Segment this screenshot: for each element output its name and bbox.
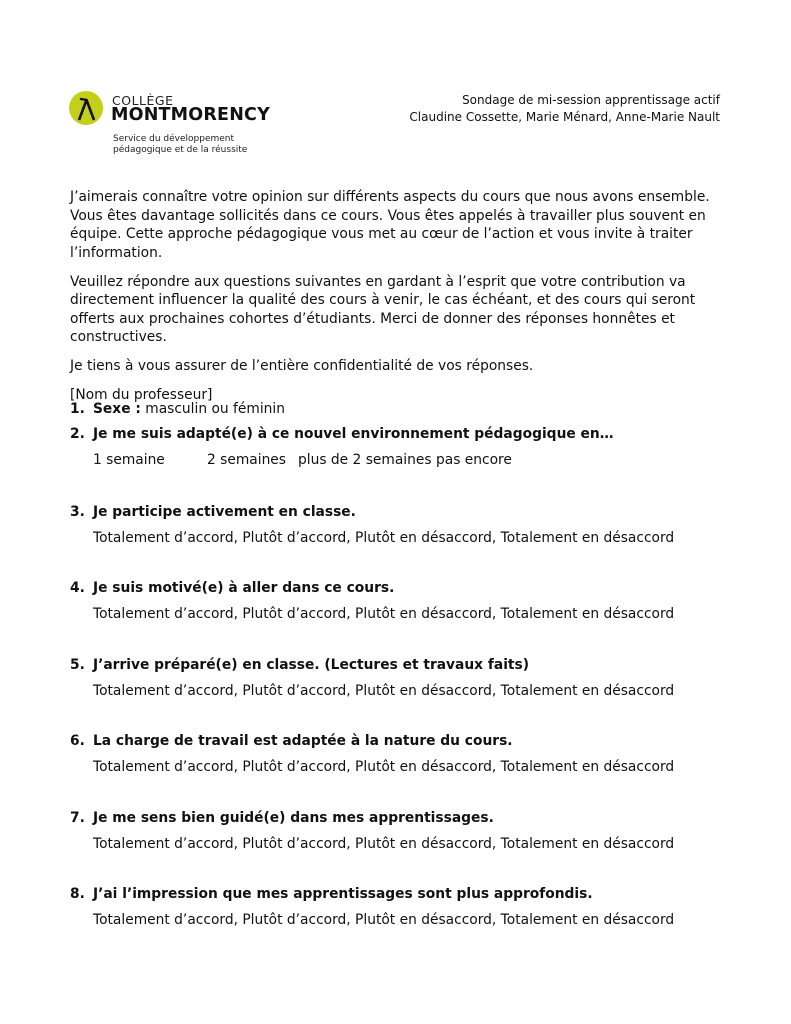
intro-paragraph-1: J’aimerais connaître votre opinion sur différents aspects du cours que nous avons ensemble. Vous êtes davantage sollicités dans ce cours. Vous êtes appelés à travailler plus souvent en équipe. Cette approche pédagogique vous met au cœur de l’action et vous invite à traiter l’information. bbox=[70, 189, 710, 261]
survey-authors: Claudine Cossette, Marie Ménard, Anne-Marie Nault bbox=[409, 109, 720, 124]
question-label: J’ai l’impression que mes apprentissages sont plus approfondis. bbox=[93, 886, 593, 902]
question-label: Je suis motivé(e) à aller dans ce cours. bbox=[93, 580, 395, 596]
intro-paragraph-3: Je tiens à vous assurer de l’entière confidentialité de vos réponses. bbox=[70, 358, 534, 374]
document-header bbox=[409, 92, 720, 125]
answer-scale: Totalement d’accord, Plutôt d’accord, Plutôt en désaccord, Totalement en désaccord bbox=[93, 912, 675, 928]
question-6 bbox=[70, 732, 720, 776]
option-more-than-2-weeks: plus de 2 semaines bbox=[298, 452, 432, 468]
question-number: 2. bbox=[70, 426, 85, 442]
question-1 bbox=[70, 400, 720, 418]
question-4 bbox=[70, 579, 720, 623]
question-label: La charge de travail est adaptée à la nature du cours. bbox=[93, 733, 513, 749]
question-8 bbox=[70, 885, 720, 929]
question-number: 1. bbox=[70, 401, 85, 417]
answer-scale: Totalement d’accord, Plutôt d’accord, Plutôt en désaccord, Totalement en désaccord bbox=[93, 836, 675, 852]
montmorency-logo-icon bbox=[68, 90, 104, 126]
question-2 bbox=[70, 425, 720, 469]
logo-service-text bbox=[113, 134, 313, 156]
logo-service-line-1: Service du développement bbox=[113, 134, 235, 144]
question-number: 3. bbox=[70, 504, 85, 520]
question-number: 4. bbox=[70, 580, 85, 596]
option-2-weeks: 2 semaines bbox=[207, 452, 286, 468]
college-logo bbox=[68, 90, 298, 160]
question-number: 7. bbox=[70, 810, 85, 826]
question-3 bbox=[70, 503, 720, 547]
question-label: Je me sens bien guidé(e) dans mes apprentissages. bbox=[93, 810, 494, 826]
intro-paragraph-2: Veuillez répondre aux questions suivantes en gardant à l’esprit que votre contribution va directement influencer la qualité des cours à venir, le cas échéant, et des cours qui seront offerts aux prochaines cohortes d’étudiants. Merci de donner des réponses honnêtes et constructives. bbox=[70, 273, 696, 345]
question-label: Je me suis adapté(e) à ce nouvel environnement pédagogique en… bbox=[93, 426, 614, 442]
intro-section bbox=[70, 188, 725, 415]
question-number: 8. bbox=[70, 886, 85, 902]
option-1-week: 1 semaine bbox=[93, 452, 165, 468]
answer-scale: Totalement d’accord, Plutôt d’accord, Plutôt en désaccord, Totalement en désaccord bbox=[93, 606, 675, 622]
option-not-yet: pas encore bbox=[436, 452, 512, 468]
logo-service-line-2: pédagogique et de la réussite bbox=[113, 145, 248, 155]
question-label: J’arrive préparé(e) en classe. (Lectures et travaux faits) bbox=[93, 657, 530, 673]
question-7 bbox=[70, 809, 720, 853]
survey-title: Sondage de mi-session apprentissage actif bbox=[462, 93, 720, 107]
question-answer: masculin ou féminin bbox=[140, 401, 285, 417]
answer-scale: Totalement d’accord, Plutôt d’accord, Plutôt en désaccord, Totalement en désaccord bbox=[93, 530, 675, 546]
logo-college-text: COLLÈGE bbox=[112, 93, 174, 108]
professor-name-placeholder: [Nom du professeur] bbox=[70, 387, 213, 403]
question-label: Je participe activement en classe. bbox=[93, 504, 356, 520]
answer-options bbox=[70, 451, 720, 469]
answer-scale: Totalement d’accord, Plutôt d’accord, Plutôt en désaccord, Totalement en désaccord bbox=[93, 759, 675, 775]
question-number: 5. bbox=[70, 657, 85, 673]
logo-name-text: MONTMORENCY bbox=[111, 105, 270, 125]
question-5 bbox=[70, 656, 720, 700]
question-label: Sexe : bbox=[93, 401, 141, 417]
question-number: 6. bbox=[70, 733, 85, 749]
answer-scale: Totalement d’accord, Plutôt d’accord, Plutôt en désaccord, Totalement en désaccord bbox=[93, 683, 675, 699]
